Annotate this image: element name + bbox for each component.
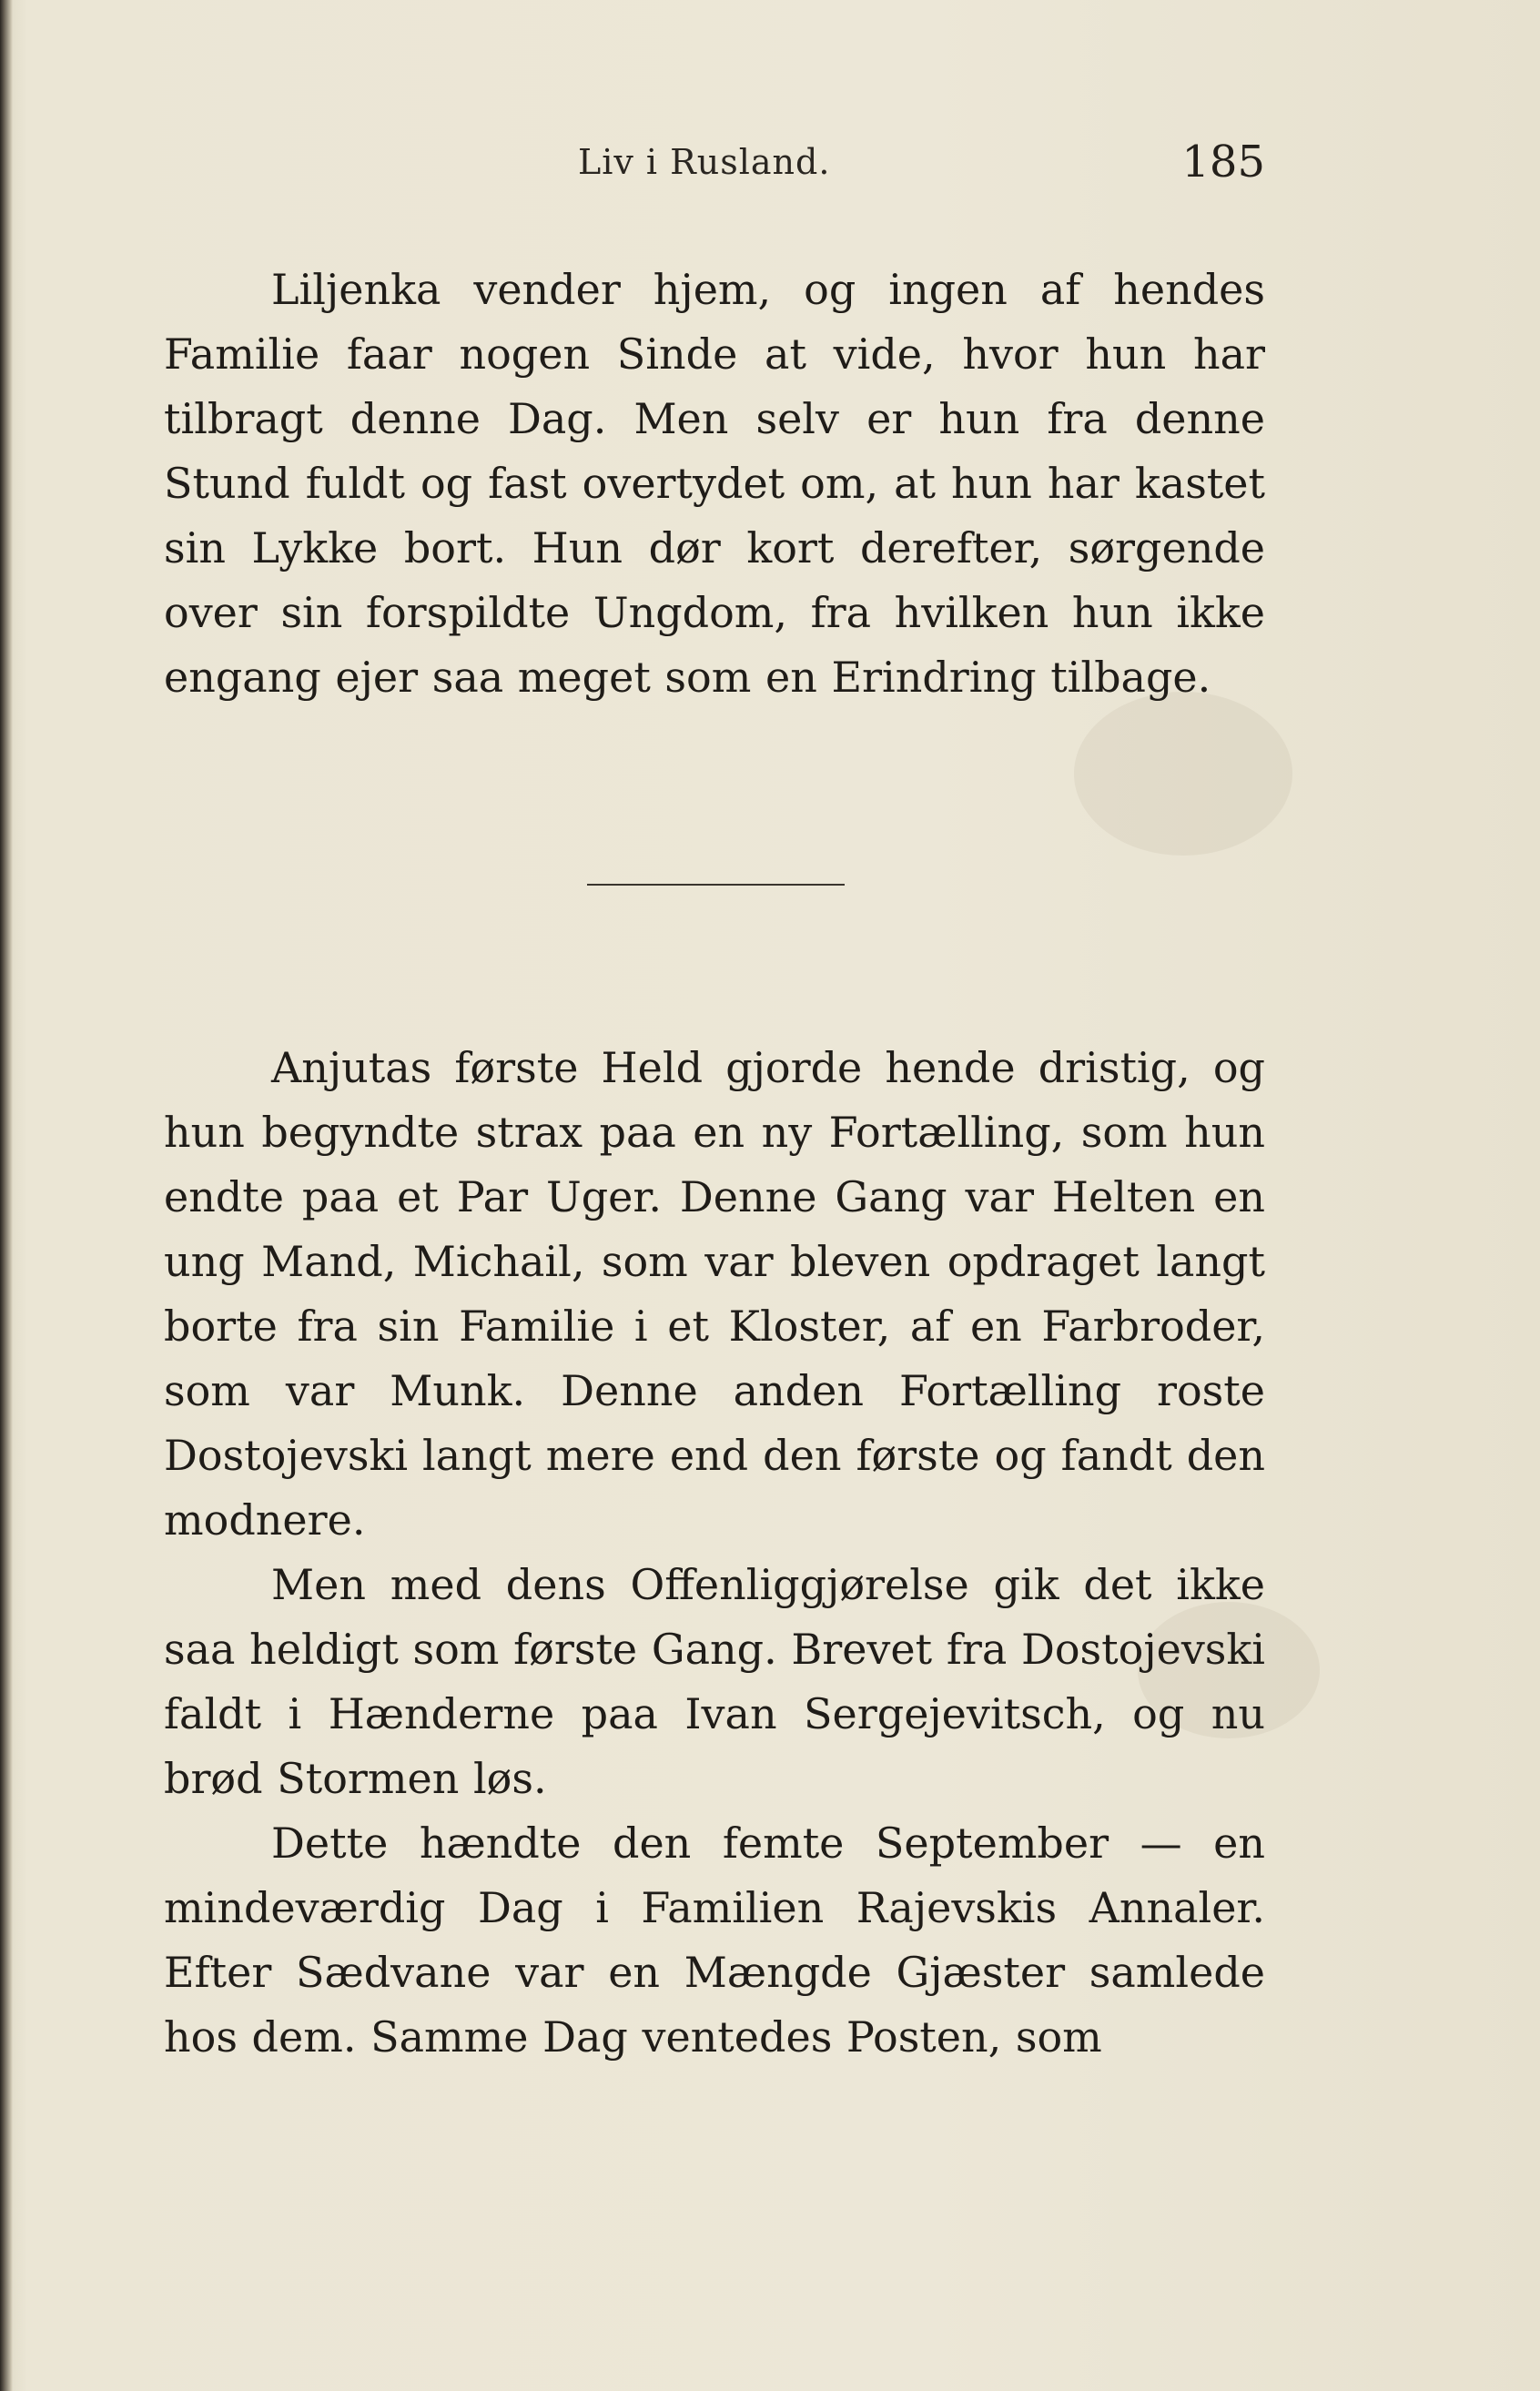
section-separator (587, 884, 845, 886)
text-section-top (164, 258, 1265, 710)
paragraph: Dette hændte den femte September — en mindeværdig Dag i Familien Rajevskis Annaler. Efter Sædvane var en Mængde Gjæster samlede hos dem. Samme Dag ventedes Posten, som (164, 1819, 1265, 2062)
paragraph: Men med dens Offenliggjørelse gik det ikke saa heldigt som første Gang. Brevet fra Dostojevski faldt i Hænderne paa Ivan Sergejevitsch, og nu brød Stormen løs. (164, 1560, 1265, 1803)
running-head (164, 137, 1265, 200)
paragraph: Anjutas første Held gjorde hende dristig, og hun begyndte strax paa en ny Fortælling, som hun endte paa et Par Uger. Denne Gang var Helten en ung Mand, Michail, som var bleven opdraget langt borte fra sin Familie i et Kloster, af en Farbroder, som var Munk. Denne anden Fortælling roste Dostojevski langt mere end den første og fandt den modnere. (164, 1043, 1265, 1545)
text-section-bottom (164, 1036, 1265, 2070)
page-number: 185 (1181, 137, 1265, 187)
paragraph: Liljenka vender hjem, og ingen af hendes Familie faar nogen Sinde at vide, hvor hun har tilbragt denne Dag. Men selv er hun fra denne Stund fuldt og fast overtydet om, at hun har kastet sin Lykke bort. Hun dør kort derefter, sørgende over sin forspildte Ungdom, fra hvilken hun ikke engang ejer saa meget som en Erindring tilbage. (164, 265, 1265, 702)
running-head-title: Liv i Rusland. (578, 142, 831, 182)
binding-edge (0, 0, 13, 2391)
paper-stain (1074, 692, 1292, 856)
